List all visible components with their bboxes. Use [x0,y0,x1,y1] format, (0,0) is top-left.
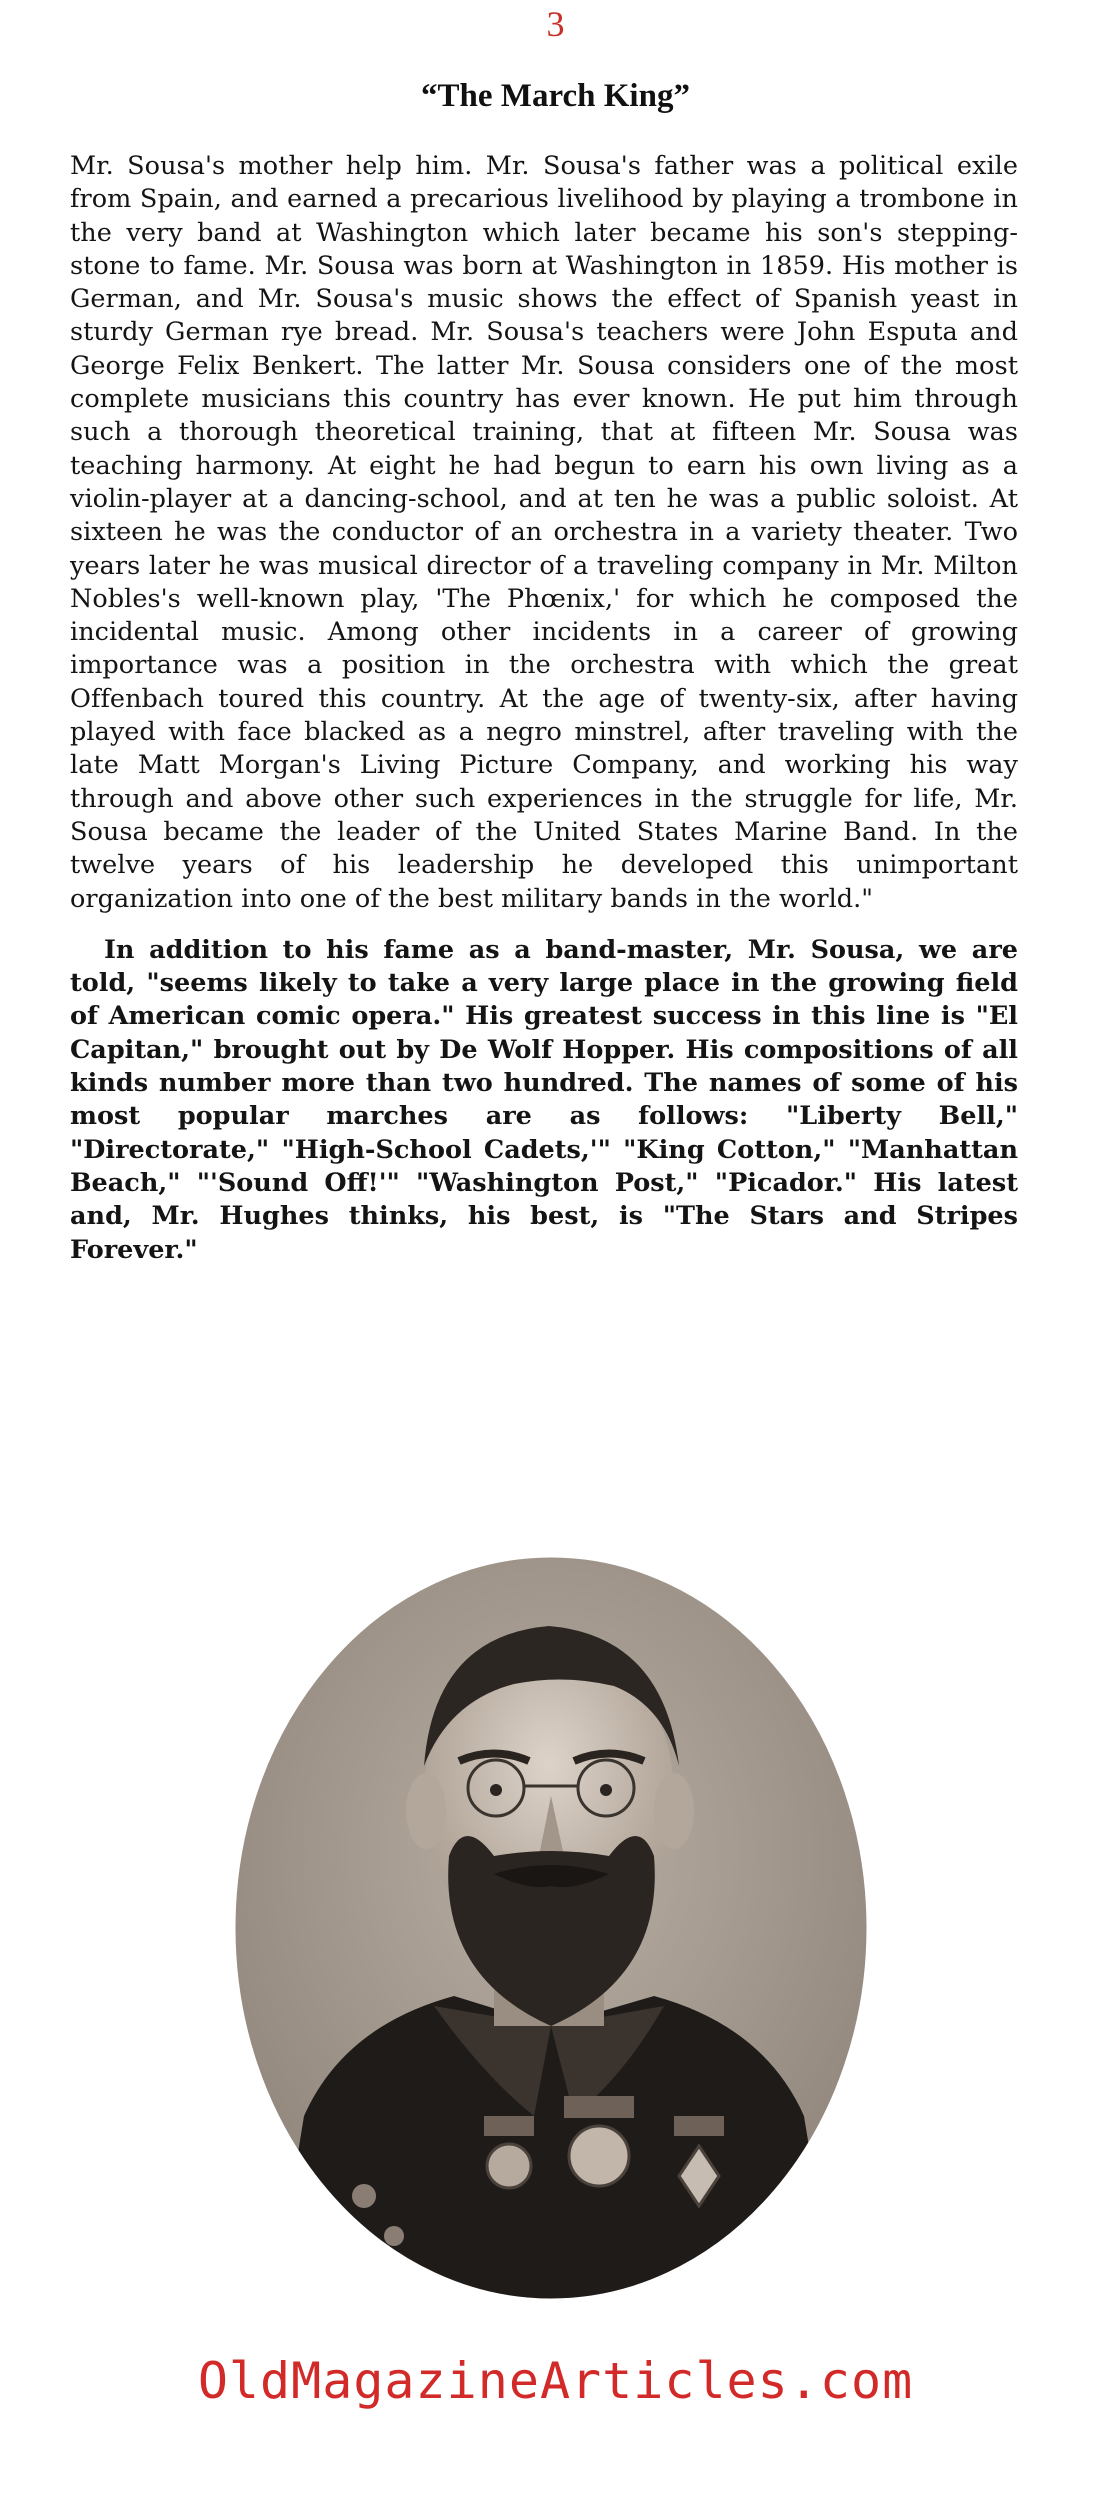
article-paragraph-2: In addition to his fame as a band-master, Mr. Sousa, we are told, "seems likely to take a very large place in the growing field of American comic opera." His greatest success in this line is "El Capitan," brought out by De Wolf Hopper. His compositions of all kinds number more than two hundred. The names of some of his most popular marches are as follows: "Liberty Bell," "Directorate," "High-School Cadets,'" "King Cotton," "Manhattan Beach," "'Sound Off!'" "Washington Post," "Picador." His latest and, Mr. Hughes thinks, his best, is "The Stars and Stripes Forever." [70,934,1018,1265]
article-paragraph-1: Mr. Sousa's mother help him. Mr. Sousa's father was a political exile from Spain, and earned a precarious livelihood by playing a trombone in the very band at Washington which later became his son's stepping-stone to fame. Mr. Sousa was born at Washington in 1859. His mother is German, and Mr. Sousa's music shows the effect of Spanish yeast in sturdy German rye bread. Mr. Sousa's teachers were John Esputa and George Felix Benkert. The latter Mr. Sousa considers one of the most complete musicians this country has ever known. He put him through such a thorough theoretical training, that at fifteen Mr. Sousa was teaching harmony. At eight he had begun to earn his own living as a violin-player at a dancing-school, and at ten he was a public soloist. At sixteen he was the conductor of an orchestra in a variety theater. Two years later he was musical director of a traveling company in Mr. Milton Nobles's well-known play, 'The Phœnix,' for which he composed the incidental music. Among other incidents in a career of growing importance was a position in the orchestra with which the great Offenbach toured this country. At the age of twenty-six, after having played with face blacked as a negro minstrel, after traveling with the late Matt Morgan's Living Picture Company, and working his way through and above other such experiences in the struggle for life, Mr. Sousa became the leader of the United States Marine Band. In the twelve years of his leadership he developed this unimportant organization into one of the best military bands in the world." [70,151,1018,914]
article-title: “The March King” [421,78,690,114]
footer-site-name: OldMagazineArticles.com [197,2352,914,2410]
article-body [70,150,1018,1267]
portrait-photo [234,1556,868,2300]
portrait-illustration [234,1556,868,2300]
page-number: 3 [546,4,565,44]
